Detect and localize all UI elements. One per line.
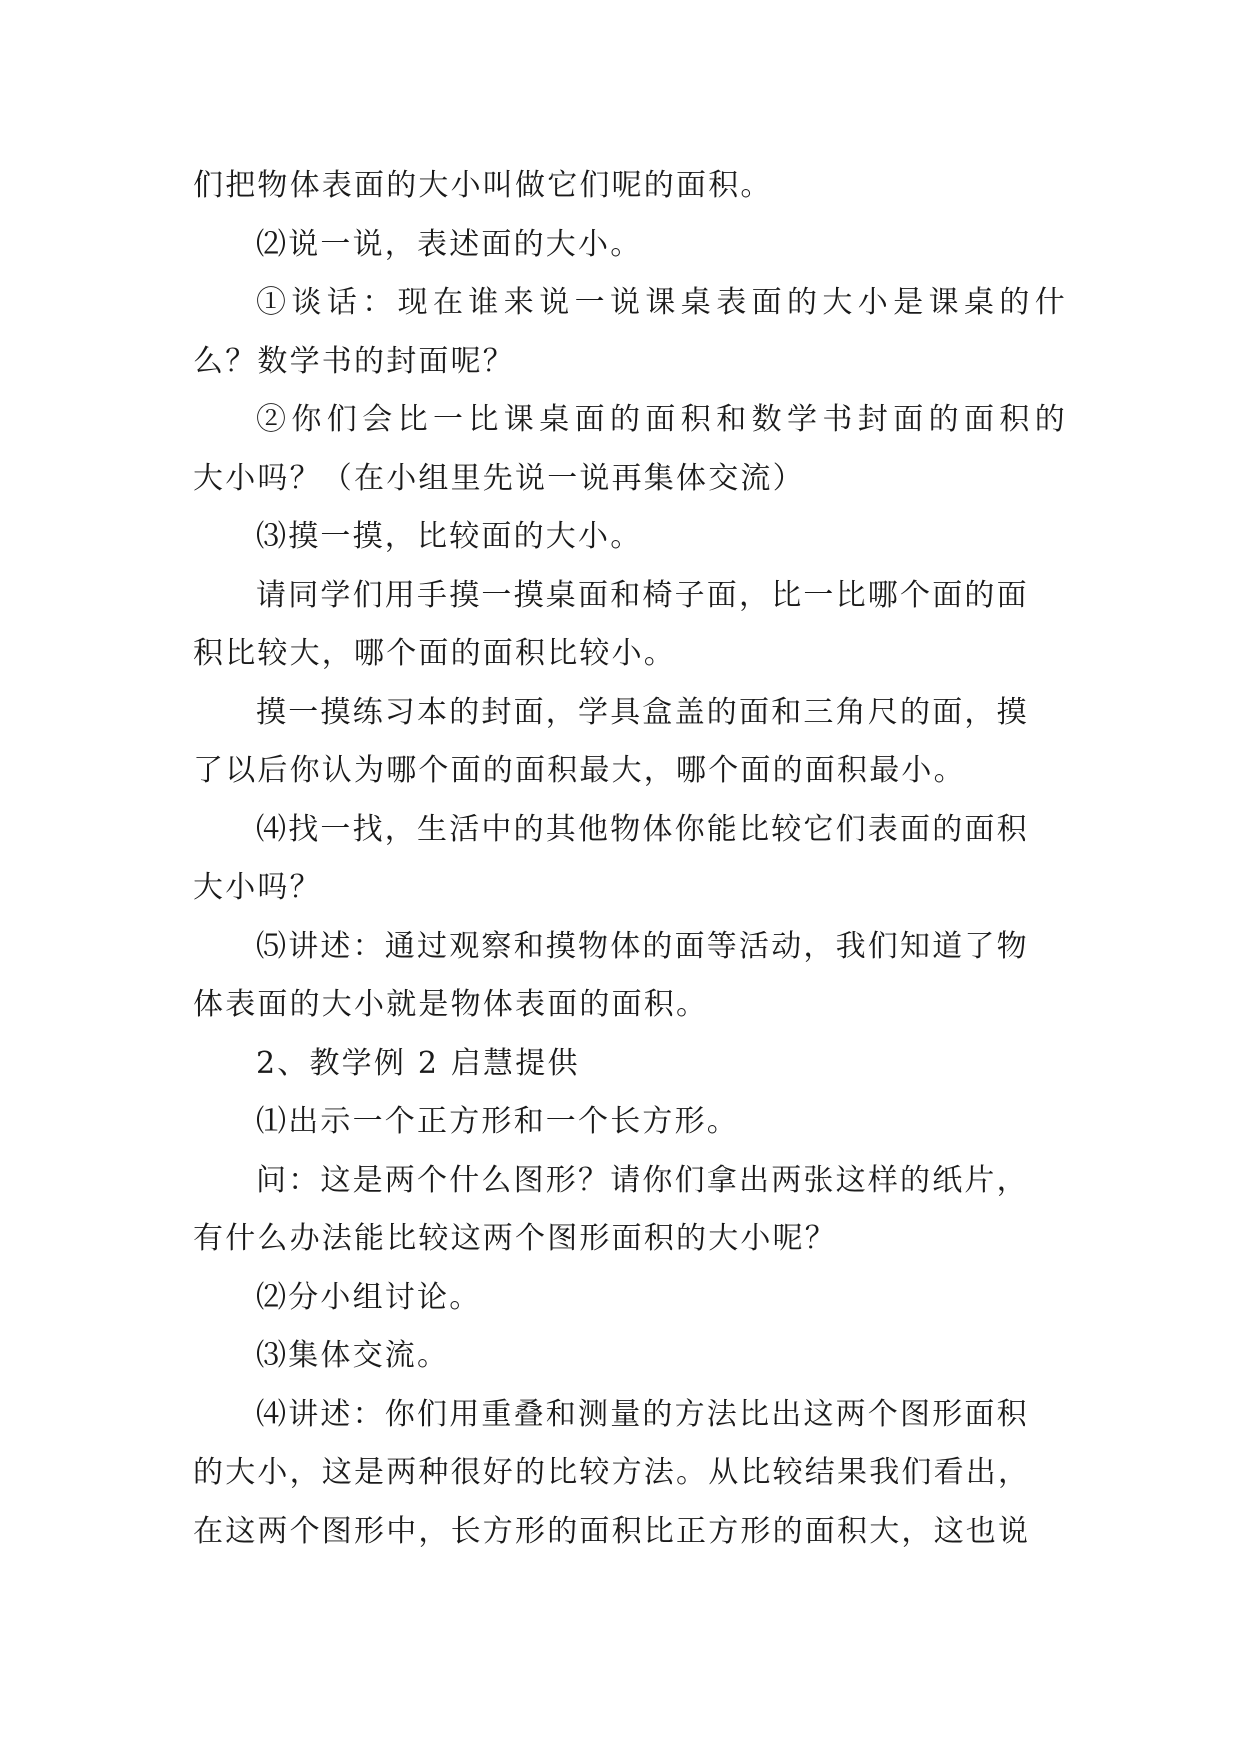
paragraph-line: 问：这是两个什么图形？请你们拿出两张这样的纸片， [256, 1162, 1029, 1198]
paragraph-line: 请同学们用手摸一摸桌面和椅子面，比一比哪个面的面 [256, 577, 1029, 613]
paragraph-line: 了以后你认为哪个面的面积最大，哪个面的面积最小。 [193, 753, 966, 788]
paragraph-line: ⑷找一找，生活中的其他物体你能比较它们表面的面积 [256, 811, 1029, 847]
paragraph-line: 在这两个图形中，长方形的面积比正方形的面积大，这也说 [193, 1513, 1031, 1549]
paragraph-line: ⑴出示一个正方形和一个长方形。 [256, 1104, 739, 1139]
paragraph-line: 么？数学书的封面呢？ [193, 343, 515, 379]
paragraph-line: ②你们会比一比课桌面的面积和数学书封面的面积的 [256, 402, 1071, 437]
paragraph-line: 有什么办法能比较这两个图形面积的大小呢？ [193, 1221, 837, 1256]
paragraph-line: 摸一摸练习本的封面，学具盒盖的面和三角尺的面，摸 [256, 694, 1029, 730]
paragraph-line: 大小吗？ [193, 870, 322, 905]
paragraph-line: 们把物体表面的大小叫做它们呢的面积。 [193, 168, 773, 203]
paragraph-line: ⑵说一说，表述面的大小。 [256, 226, 643, 262]
paragraph-line: ⑸讲述：通过观察和摸物体的面等活动，我们知道了物 [256, 928, 1029, 964]
paragraph-line: 大小吗？（在小组里先说一说再集体交流） [193, 460, 805, 496]
document-body [193, 157, 1071, 1561]
paragraph-line: 体表面的大小就是物体表面的面积。 [193, 987, 709, 1022]
paragraph-line: ⑵分小组讨论。 [256, 1279, 482, 1315]
section-heading: 2、教学例 2 启慧提供 [256, 1045, 580, 1081]
paragraph-line: 的大小，这是两种很好的比较方法。从比较结果我们看出， [193, 1455, 1031, 1490]
paragraph-line: ⑶集体交流。 [256, 1338, 450, 1373]
paragraph-line: ⑷讲述：你们用重叠和测量的方法比出这两个图形面积 [256, 1396, 1029, 1432]
paragraph-line: ①谈话：现在谁来说一说课桌表面的大小是课桌的什 [256, 285, 1071, 320]
paragraph-line: 积比较大，哪个面的面积比较小。 [193, 636, 676, 671]
paragraph-line: ⑶摸一摸，比较面的大小。 [256, 519, 643, 554]
